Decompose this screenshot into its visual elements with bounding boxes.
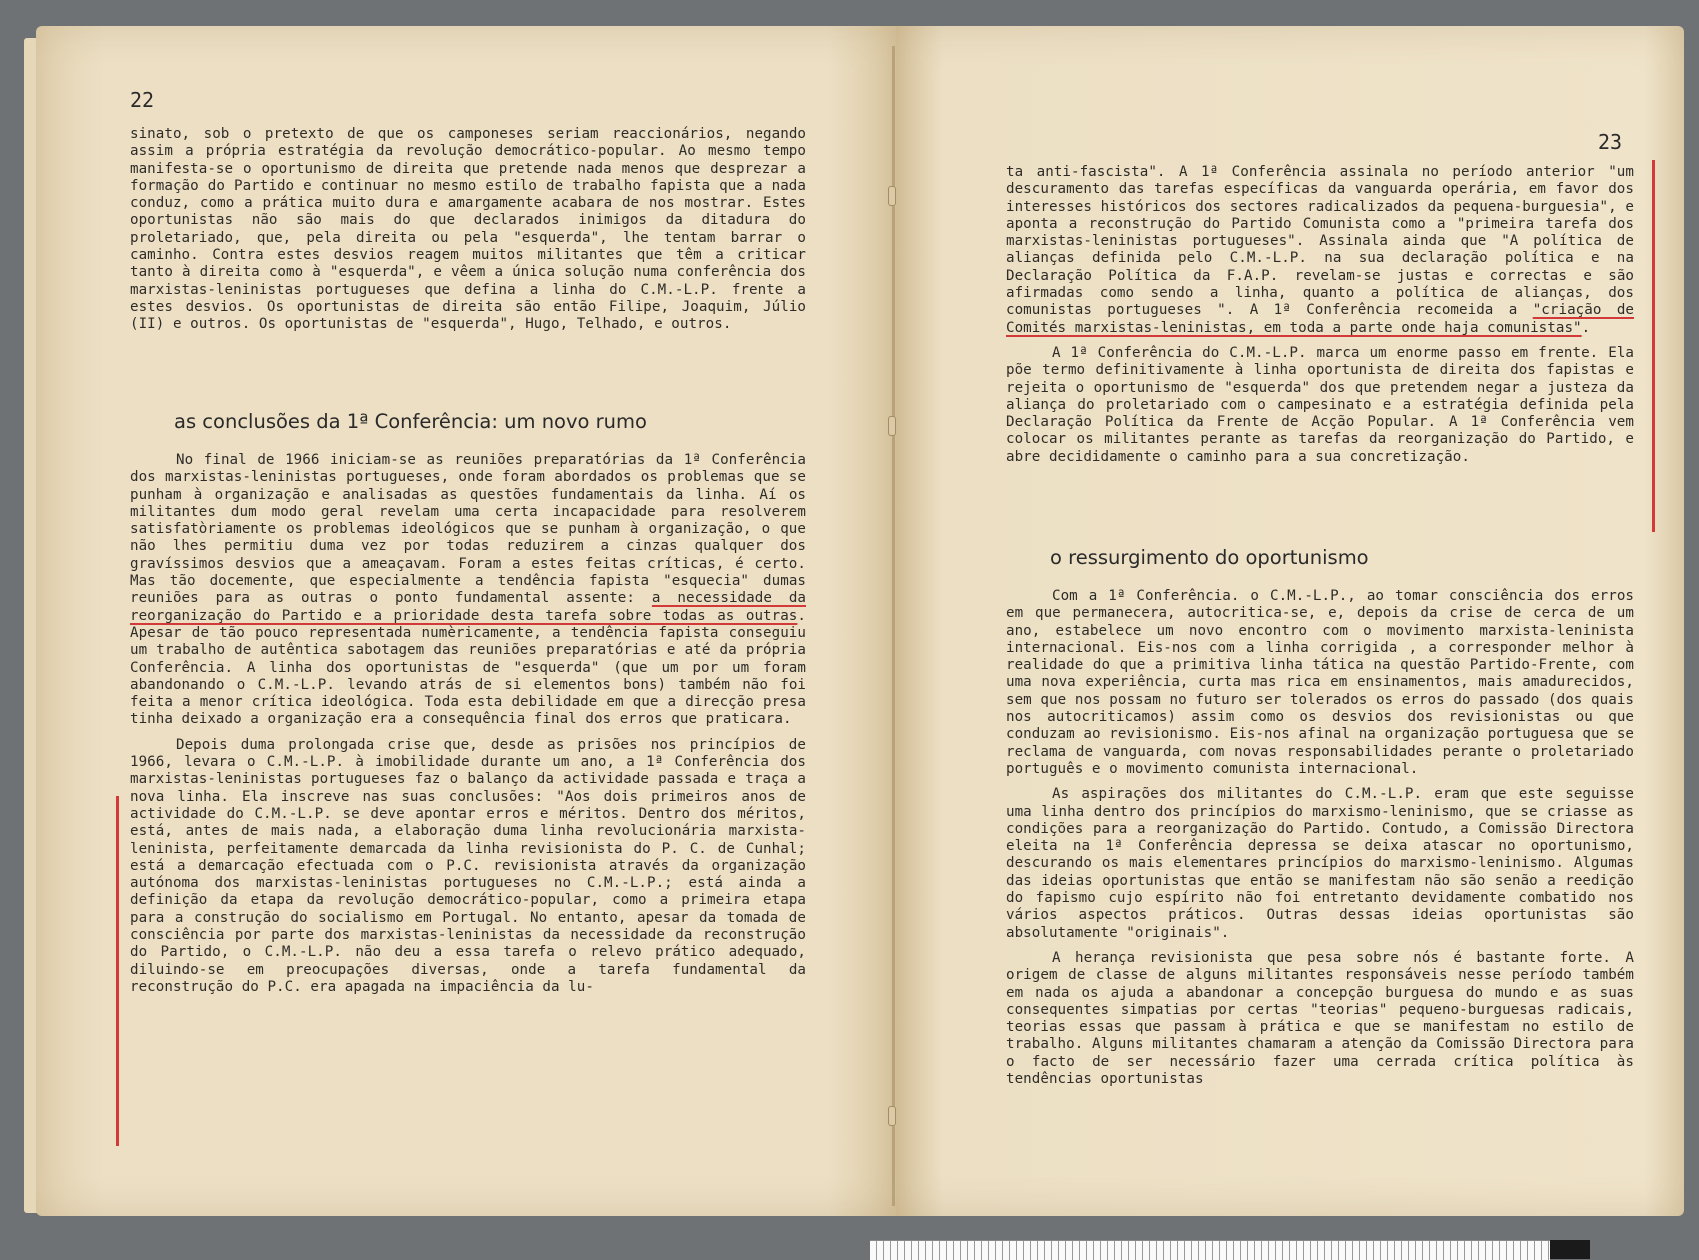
stitch-top [888, 186, 896, 206]
open-booklet [24, 26, 1684, 1216]
red-underlined-quote: "criação de Comités marxistas-leninistas, em toda a parte onde haja comunistas" [1006, 302, 1634, 336]
red-margin-mark-left [116, 796, 119, 1146]
right-section-heading: o ressurgimento do oportunismo [1050, 546, 1369, 569]
right-paragraph-2: A 1ª Conferência do C.M.-L.P. marca um enorme passo em frente. Ela põe termo definitivamente à linha oportunista de direita dos fapistas e rejeita o oportunismo de "esquerda" dos que pretendem negar a justeza da aliança do proletariado com o campesinato e a estratégia definida pela Declaração Política da Frente de Acção Popular. A 1ª Conferência vem colocar os militantes perante as tarefas da reorganização do Partido, e abre decididamente o caminho para a sua concretização. [1006, 344, 1634, 465]
right-paragraph-5: A herança revisionista que pesa sobre nós é bastante forte. A origem de classe de alguns militantes responsáveis nesse período também em nada os ajuda a abandonar a concepção burguesa do mundo e as suas consequentes simpatias por certas "teorias" pequeno-burguesas radicais, teorias essas que passam à prática e que se manifestam no estilo de trabalho. Alguns militantes chamaram a atenção da Comissão Directora para o facto de ser necessário fazer uma cerrada crítica política às tendências oportunistas [1006, 949, 1634, 1088]
left-section-heading: as conclusões da 1ª Conferência: um novo rumo [174, 410, 647, 433]
scale-ruler-end [1550, 1240, 1590, 1259]
left-paragraph-1: sinato, sob o pretexto de que os camponeses seriam reaccionários, negando assim a própria estratégia da revolução democrático-popular. Ao mesmo tempo manifesta-se o oportunismo de direita que pretende nada menos que desprezar a formação do Partido e continuar no mesmo estilo de trabalho fapista que a nada conduz, como a prática muito dura e amargamente acabara de nos mostrar. Estes oportunistas não são mais do que declarados inimigos da ditadura do proletariado, que, pela direita ou pela "esquerda", lhe tentam barrar o caminho. Contra estes desvios reagem muitos militantes que têm a criticar tanto à direita como à "esquerda", e vêem a única solução numa conferência dos marxistas-leninistas portugueses que defina a linha do C.M.-L.P. frente a estes desvios. Os oportunistas de direita são então Filipe, Joaquim, Júlio (II) e outros. Os oportunistas de "esquerda", Hugo, Telhado, e outros. [130, 126, 806, 333]
right-page-number: 23 [1598, 130, 1623, 154]
left-page [36, 26, 896, 1216]
right-text-block-2 [1006, 588, 1634, 1088]
right-paragraph-1: ta anti-fascista". A 1ª Conferência assinala no período anterior "um descuramento das tarefas específicas da vanguarda operária, em favor dos interesses históricos dos sectores radicalizados da pequena-burguesia", e aponta a reconstrução do Partido Comunista como a "primeira tarefa dos marxistas-leninistas portugueses". Assinala ainda que "A política de alianças definida pelo C.M.-L.P. na sua declaração política e na Declaração Política da F.A.P. revelam-se justas e correctas e são afirmadas como sendo a linha, quanto a política de alianças, dos comunistas portugueses ". A 1ª Conferência recomeida a "criação de Comités marxistas-leninistas, em toda a parte onde haja comunistas". [1006, 164, 1634, 336]
right-paragraph-4: As aspirações dos militantes do C.M.-L.P. eram que este seguisse uma linha dentro dos princípios do marxismo-leninismo, que se criasse as condições para a reorganização do Partido. Contudo, a Comissão Directora eleita na 1ª Conferência depressa se deixa atascar no oportunismo, descurando os mais elementares princípios do marxismo-leninismo. Algumas das ideias oportunistas que então se manifestam não são senão a reedição do fapismo cujo espírito não foi entretanto devidamente combatido nos vários aspectos práticos. Outras dessas ideias oportunistas são absolutamente "originais". [1006, 786, 1634, 941]
right-text-block-1 [1006, 164, 1634, 466]
left-text-block-2 [130, 452, 806, 996]
stitch-middle [888, 416, 896, 436]
left-paragraph-2: No final de 1966 iniciam-se as reuniões preparatórias da 1ª Conferência dos marxistas-leninistas portugueses, onde foram abordados os problemas que se punham à organização e analisadas as questões fundamentais da linha. Aí os militantes dum modo geral revelam uma certa incapacidade para resolverem satisfatòriamente os problemas ideológicos que se punham à organização, o que não lhes permitiu duma vez por todas reduzirem a cinzas qualquer dos gravíssimos desvios que a ameaçavam. Foram a estes feitas críticas, é certo. Mas tão docemente, que especialmente a tendência fapista "esquecia" dumas reuniões para as outras o ponto fundamental assente: a necessidade da reorganização do Partido e a prioridade desta tarefa sobre todas as outras. Apesar de tão pouco representada numèricamente, a tendência fapista conseguiu um trabalho de autêntica sabotagem das reuniões preparatórias e até da própria Conferência. A linha dos oportunistas de "esquerda" (que um por um foram abandonando o C.M.-L.P. levando atrás de si elementos bons) também não foi feita a menor crítica ideológica. Toda esta debilidade em que a direcção presa tinha deixado a organização era a consequência final dos erros que praticara. [130, 452, 807, 728]
scale-ruler [870, 1240, 1550, 1260]
left-page-number: 22 [130, 88, 155, 112]
right-paragraph-3: Com a 1ª Conferência. o C.M.-L.P., ao tomar consciência dos erros em que permanecera, autocritica-se, e, depois da crise de cerca de um ano, estabelece um novo encontro com o movimento marxista-leninista internacional. Eis-nos com a linha corrigida , a corresponder melhor à realidade do que a primitiva linha tática na questão Partido-Frente, com uma nova experiência, curta mas rica em ensinamentos, mais amadurecidos, sem que nos possam no futuro ser tolerados os erros do passado (dos quais nos autocriticamos) assim como os desvios dos revisionistas ou que conduzam ao revisionismo. Eis-nos afinal na organização portuguesa que se reclama de vanguarda, com novas responsabilidades perante o proletariado português e o movimento comunista internacional. [1006, 588, 1634, 777]
stitch-bottom [888, 1106, 896, 1126]
right-page [896, 26, 1684, 1216]
book-gutter [892, 46, 895, 1206]
red-underlined-passage: a necessidade da reorganização do Partido e a prioridade desta tarefa sobre todas as outras [130, 590, 807, 624]
red-margin-mark-right [1652, 160, 1655, 532]
left-text-block-1 [130, 126, 806, 334]
left-paragraph-3: Depois duma prolongada crise que, desde as prisões nos princípios de 1966, levara o C.M.-L.P. à imobilidade durante um ano, a 1ª Conferência dos marxistas-leninistas portugueses faz o balanço da actividade passada e traça a nova linha. Ela inscreve nas suas conclusões: "Aos dois primeiros anos de actividade do C.M.-L.P. se deve apontar erros e méritos. Dentro dos méritos, está, antes de mais nada, a elaboração duma linha revolucionária marxista-leninista, perfeitamente demarcada da linha revisionista do P. C. de Cunhal; está a demarcação efectuada com o P.C. revisionista através da organização autónoma dos marxistas-leninistas portugueses no C.M.-L.P.; está ainda a definição da etapa da revolução democrático-popular, como a primeira etapa para a construção do socialismo em Portugal. No entanto, apesar da tomada de consciência por parte dos marxistas-leninistas da necessidade da reconstrução do Partido, o C.M.-L.P. não deu a essa tarefa o relevo prático adequado, diluindo-se em preocupações diversas, onde a tarefa fundamental da reconstrução do P.C. era apagada na impaciência da lu- [130, 736, 806, 995]
